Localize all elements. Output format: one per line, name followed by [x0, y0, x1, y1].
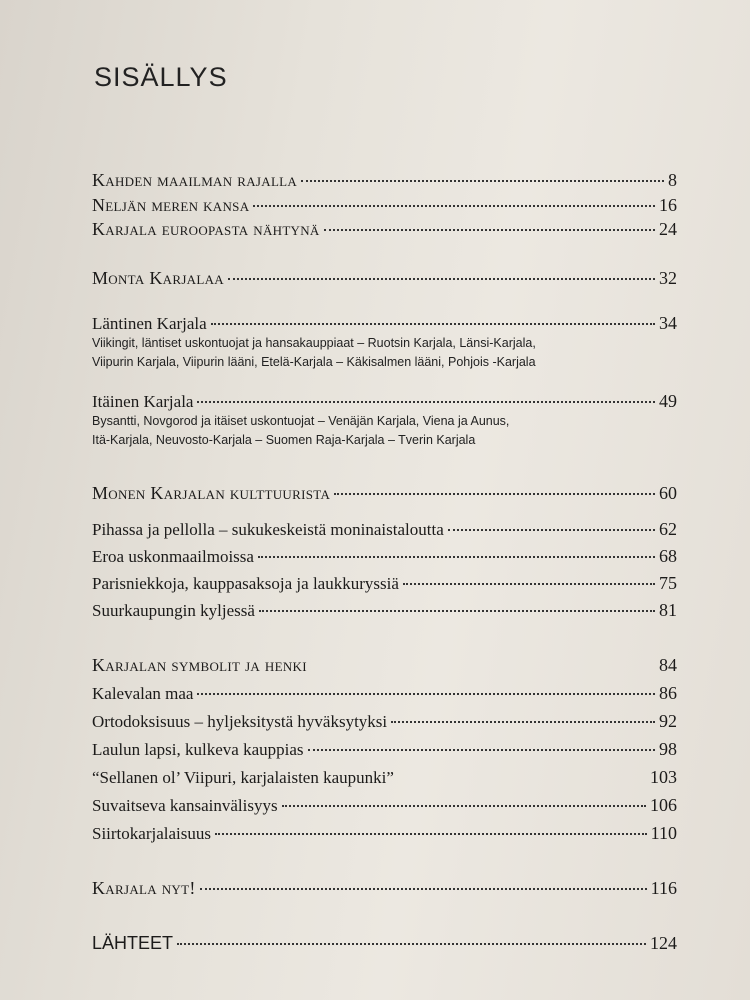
toc-entry-label: “Sellanen ol’ Viipuri, karjalaisten kaupunki”	[92, 768, 394, 787]
toc-entry-page: 68	[659, 546, 677, 566]
leader-dots	[334, 492, 655, 495]
leader-dots	[308, 748, 655, 751]
toc-entry-label: Laulun lapsi, kulkeva kauppias	[92, 740, 304, 759]
toc-entry-page: 84	[659, 655, 677, 675]
leader-dots	[177, 942, 646, 945]
toc-entry-label: Monen Karjalan kulttuurista	[92, 483, 331, 503]
toc-entry-page: 124	[650, 933, 677, 953]
toc-entry-page: 81	[659, 600, 677, 620]
toc-entry-label: Suvaitseva kansainvälisyys	[92, 796, 278, 815]
leader-dots	[215, 832, 647, 835]
toc-entry-page: 92	[659, 711, 677, 731]
toc-entry-label: Läntinen Karjala	[92, 314, 207, 333]
toc-entry-page: 32	[659, 268, 677, 288]
toc-entry	[92, 683, 677, 704]
leader-dots	[391, 720, 655, 723]
leader-dots	[403, 582, 655, 585]
leader-dots	[197, 692, 655, 695]
description-line: Viipurin Karjala, Viipurin lääni, Etelä-Karjala – Käkisalmen lääni, Pohjois -Karjala	[92, 355, 536, 369]
toc-entry	[92, 795, 677, 816]
leader-dots	[282, 804, 646, 807]
leader-dots	[197, 400, 655, 403]
toc-entry-page: 86	[659, 683, 677, 703]
toc-entry	[92, 767, 677, 788]
toc-entry	[92, 933, 677, 954]
toc-entry-description	[92, 334, 652, 372]
toc-entry-label: Kalevalan maa	[92, 684, 194, 703]
toc-entry-page: 60	[659, 483, 677, 503]
toc-entry-label: Suurkaupungin kyljessä	[92, 601, 255, 620]
toc-entry	[92, 268, 677, 289]
toc-entry	[92, 391, 677, 412]
toc-entry-label: Itäinen Karjala	[92, 392, 194, 411]
toc-entry-label: Karjala nyt!	[92, 878, 196, 898]
leader-dots	[259, 609, 655, 612]
toc-entry-page: 106	[650, 795, 677, 815]
toc-entry	[92, 195, 677, 216]
toc-entry-label: Ortodoksisuus – hyljeksitystä hyväksytyksi	[92, 712, 388, 731]
page-title: SISÄLLYS	[94, 62, 228, 92]
toc-entry-page: 49	[659, 391, 677, 411]
toc-entry	[92, 600, 677, 621]
toc-entry-label: LÄHTEET	[92, 933, 174, 953]
toc-entry	[92, 313, 677, 334]
toc-entry-label: Neljän meren kansa	[92, 195, 250, 215]
toc-entry-page: 16	[659, 195, 677, 215]
toc-entry-page: 34	[659, 313, 677, 333]
toc-entry-label: Karjalan symbolit ja henki	[92, 655, 307, 675]
toc-entry-label: Monta Karjalaa	[92, 268, 224, 288]
toc-entry	[92, 573, 677, 594]
leader-dots	[324, 228, 655, 231]
description-line: Itä-Karjala, Neuvosto-Karjala – Suomen Raja-Karjala – Tverin Karjala	[92, 433, 476, 447]
toc-entry	[92, 655, 677, 676]
toc-entry	[92, 711, 677, 732]
leader-dots	[258, 555, 655, 558]
toc-entry-page: 116	[650, 878, 677, 898]
leader-spacer	[398, 778, 646, 779]
toc-entry-label: Pihassa ja pellolla – sukukeskeistä moninaistaloutta	[92, 520, 444, 539]
toc-entry-page: 24	[659, 219, 677, 239]
toc-entry-label: Parisniekkoja, kauppasaksoja ja laukkuryssiä	[92, 574, 399, 593]
leader-spacer	[311, 666, 655, 667]
leader-dots	[253, 204, 655, 207]
toc-entry-page: 110	[650, 823, 677, 843]
leader-dots	[200, 887, 647, 890]
toc-entry-label: Eroa uskonmaailmoissa	[92, 547, 254, 566]
leader-dots	[211, 322, 655, 325]
toc-entry	[92, 170, 677, 191]
toc-entry	[92, 519, 677, 540]
toc-entry-label: Siirtokarjalaisuus	[92, 824, 211, 843]
toc-entry	[92, 219, 677, 240]
leader-dots	[448, 528, 655, 531]
toc-entry	[92, 878, 677, 899]
description-line: Bysantti, Novgorod ja itäiset uskontuojat – Venäjän Karjala, Viena ja Aunus,	[92, 414, 510, 428]
toc-entry-label: Karjala euroopasta nähtynä	[92, 219, 320, 239]
toc-entry	[92, 483, 677, 504]
toc-entry-page: 103	[650, 767, 677, 787]
leader-dots	[301, 179, 664, 182]
toc-entry-page: 75	[659, 573, 677, 593]
leader-dots	[228, 277, 655, 280]
toc-entry-description	[92, 412, 652, 450]
toc-entry-page: 8	[668, 170, 677, 190]
toc-entry	[92, 823, 677, 844]
toc-entry-page: 62	[659, 519, 677, 539]
toc-entry	[92, 546, 677, 567]
toc-entry-page: 98	[659, 739, 677, 759]
toc-entry	[92, 739, 677, 760]
description-line: Viikingit, läntiset uskontuojat ja hansakauppiaat – Ruotsin Karjala, Länsi-Karjala,	[92, 336, 536, 350]
toc-entry-label: Kahden maailman rajalla	[92, 170, 298, 190]
